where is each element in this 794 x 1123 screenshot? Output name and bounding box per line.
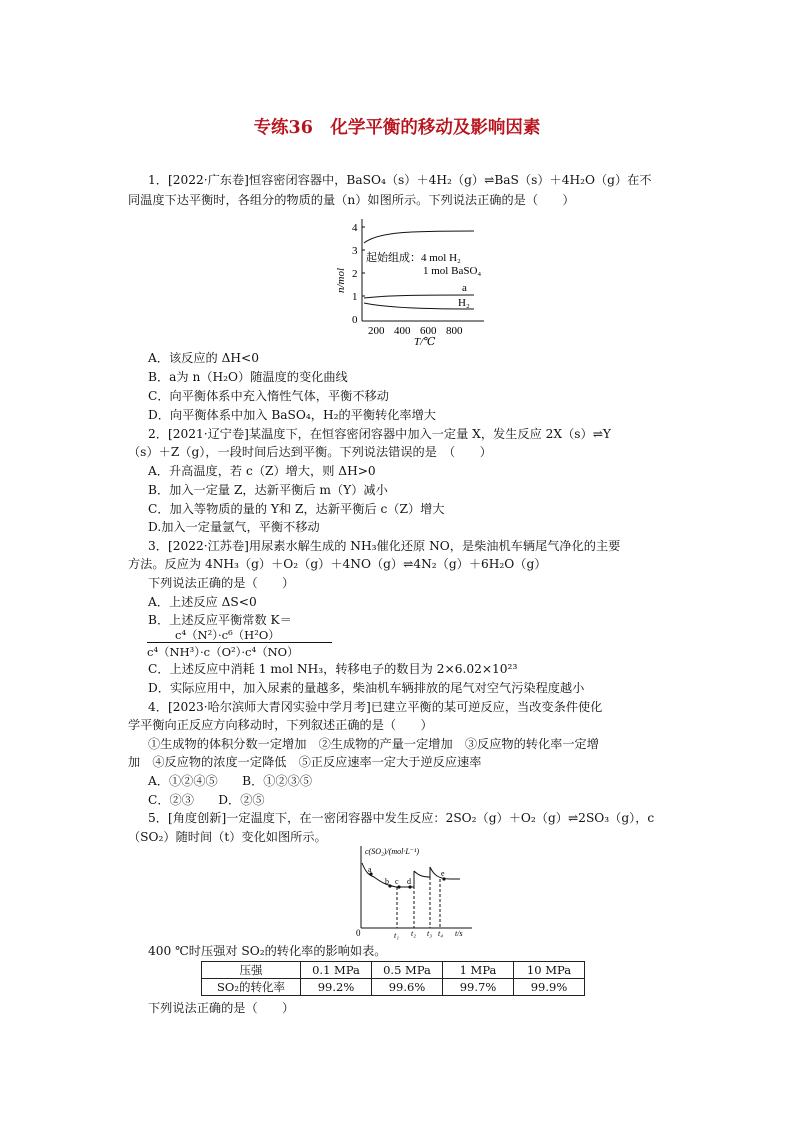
q3-option-c: C．上述反应中消耗 1 mol NH₃，转移电子的数目为 2×6.02×10²³ — [148, 662, 518, 676]
q4-statements-line1: ①生成物的体积分数一定增加 ②生成物的产量一定增加 ③反应物的转化率一定增 — [148, 737, 599, 751]
q5-t2-label: t₂ — [411, 929, 417, 938]
table-cell: 99.7% — [443, 979, 514, 996]
q4-options-cd: C．②③ D．②⑤ — [148, 793, 265, 807]
q5-point-d: d — [407, 877, 411, 886]
q1-x-axis-label: T/℃ — [414, 336, 436, 347]
q2-option-b: B．加入一定量 Z，达新平衡后 m（Y）减小 — [148, 483, 388, 497]
table-cell: 99.2% — [301, 979, 372, 996]
q4-options-ab: A．①②④⑤ B．①②③⑤ — [148, 774, 313, 788]
q5-stem-last: 下列说法正确的是（ ） — [148, 1001, 295, 1015]
q3-fraction-denominator: c⁴（NH³）·c（O²）·c⁴（NO） — [147, 645, 299, 659]
q1-y-tick-3: 3 — [352, 245, 358, 257]
q1-y-tick-0: 0 — [352, 314, 358, 326]
q1-figure — [328, 213, 498, 347]
q1-y-axis-label: n/mol — [335, 267, 347, 293]
q1-option-a: A．该反应的 ΔH<0 — [148, 351, 260, 365]
table-header-cell: 0.5 MPa — [372, 962, 443, 979]
q2-option-c: C．加入等物质的量的 Y和 Z，达新平衡后 c（Z）增大 — [148, 502, 445, 516]
q2-option-d: D.加入一定量氩气，平衡不移动 — [148, 520, 320, 534]
q5-t4-label: t₄ — [438, 929, 444, 938]
table-cell: SO₂的转化率 — [202, 979, 301, 996]
q1-x-tick-400: 400 — [394, 325, 411, 337]
table-header-cell: 1 MPa — [443, 962, 514, 979]
q5-t3-label: t₃ — [427, 929, 433, 938]
q3-option-d: D．实际应用中，加入尿素的量越多，柴油机车辆排放的尾气对空气污染程度越小 — [148, 681, 585, 695]
q1-curve-h2-label: H₂ — [458, 297, 470, 309]
q4-statements-line2: 加 ④反应物的浓度一定降低 ⑤正反应速率一定大于逆反应速率 — [128, 755, 482, 769]
q1-y-tick-2: 2 — [352, 268, 358, 280]
q1-y-tick-4: 4 — [352, 222, 358, 234]
q3-stem-line2: 方法。反应为 4NH₃（g）＋O₂（g）＋4NO（g）⇌4N₂（g）＋6H₂O（g） — [128, 557, 547, 571]
table-cell: 99.9% — [514, 979, 585, 996]
q1-note-line2: 1 mol BaSO₄ — [423, 265, 482, 277]
q1-stem-line1: 1．[2022·广东卷]恒容密闭容器中，BaSO₄（s）＋4H₂（g）⇌BaS（s）＋4H₂O（g）在不 — [148, 173, 652, 187]
q4-stem-line2: 学平衡向正反应方向移动时，下列叙述正确的是（ ） — [128, 718, 433, 732]
q1-curve-a-label: a — [462, 282, 467, 294]
q5-figure — [352, 843, 484, 943]
q1-note-line1: 起始组成：4 mol H₂ — [366, 252, 461, 264]
q5-table-intro: 400 ℃时压强对 SO₂的转化率的影响如表。 — [148, 944, 387, 958]
q4-stem-line1: 4．[2023·哈尔滨师大青冈实验中学月考]已建立平衡的某可逆反应，当改变条件使化 — [148, 700, 603, 714]
table-header-cell: 10 MPa — [514, 962, 585, 979]
table-row — [202, 979, 585, 996]
q3-option-b: B．上述反应平衡常数 K＝ — [148, 613, 292, 627]
q5-point-b: b — [385, 877, 389, 886]
q3-fraction-bar — [147, 642, 332, 643]
page-title: 专练36 化学平衡的移动及影响因素 — [253, 118, 541, 138]
table-header-cell: 压强 — [202, 962, 301, 979]
q1-x-tick-600: 600 — [420, 325, 437, 337]
q5-stem-line2: （SO₂）随时间（t）变化如图所示。 — [128, 830, 327, 844]
q1-y-tick-1: 1 — [352, 291, 358, 303]
q3-stem-line1: 3．[2022·江苏卷]用尿素水解生成的 NH₃催化还原 NO，是柴油机车辆尾气净化的主要 — [148, 539, 621, 553]
q2-stem-line1: 2．[2021·辽宁卷]某温度下，在恒容密闭容器中加入一定量 X，发生反应 2X（s）⇌Y — [148, 427, 611, 441]
q3-option-a: A．上述反应 ΔS<0 — [148, 595, 257, 609]
q1-option-c: C．向平衡体系中充入惰性气体，平衡不移动 — [148, 389, 389, 403]
q2-stem-line2: （s）＋Z（g），一段时间后达到平衡。下列说法错误的是 （ ） — [128, 445, 492, 459]
q1-option-d: D．向平衡体系中加入 BaSO₄，H₂的平衡转化率增大 — [148, 408, 436, 422]
q5-origin-label: 0 — [356, 928, 361, 938]
q5-point-e: e — [441, 869, 445, 878]
q5-point-a: a — [368, 865, 372, 874]
q1-option-b: B．a为 n（H₂O）随温度的变化曲线 — [148, 370, 348, 384]
table-header-cell: 0.1 MPa — [301, 962, 372, 979]
q1-x-tick-200: 200 — [368, 325, 385, 337]
q3-fraction-numerator: c⁴（N²）·c⁶（H²O） — [175, 628, 280, 642]
q1-stem-line2: 同温度下达平衡时，各组分的物质的量（n）如图所示。下列说法正确的是（ ） — [128, 193, 575, 207]
q5-x-axis-label: t/s — [455, 929, 463, 938]
conversion-table — [201, 961, 585, 996]
q2-option-a: A．升高温度，若 c（Z）增大，则 ΔH>0 — [148, 464, 376, 478]
q1-x-tick-800: 800 — [446, 325, 463, 337]
q5-stem-line1: 5．[角度创新]一定温度下，在一密闭容器中发生反应：2SO₂（g）＋O₂（g）⇌2SO₃（g），c — [148, 811, 655, 825]
table-header-row — [202, 962, 585, 979]
q5-y-axis-label: c(SO₂)/(mol·L⁻¹) — [365, 847, 420, 856]
q5-point-c: c — [395, 877, 399, 886]
q5-t1-label: t₁ — [394, 931, 400, 940]
table-cell: 99.6% — [372, 979, 443, 996]
q3-stem-line3: 下列说法正确的是（ ） — [148, 576, 295, 590]
